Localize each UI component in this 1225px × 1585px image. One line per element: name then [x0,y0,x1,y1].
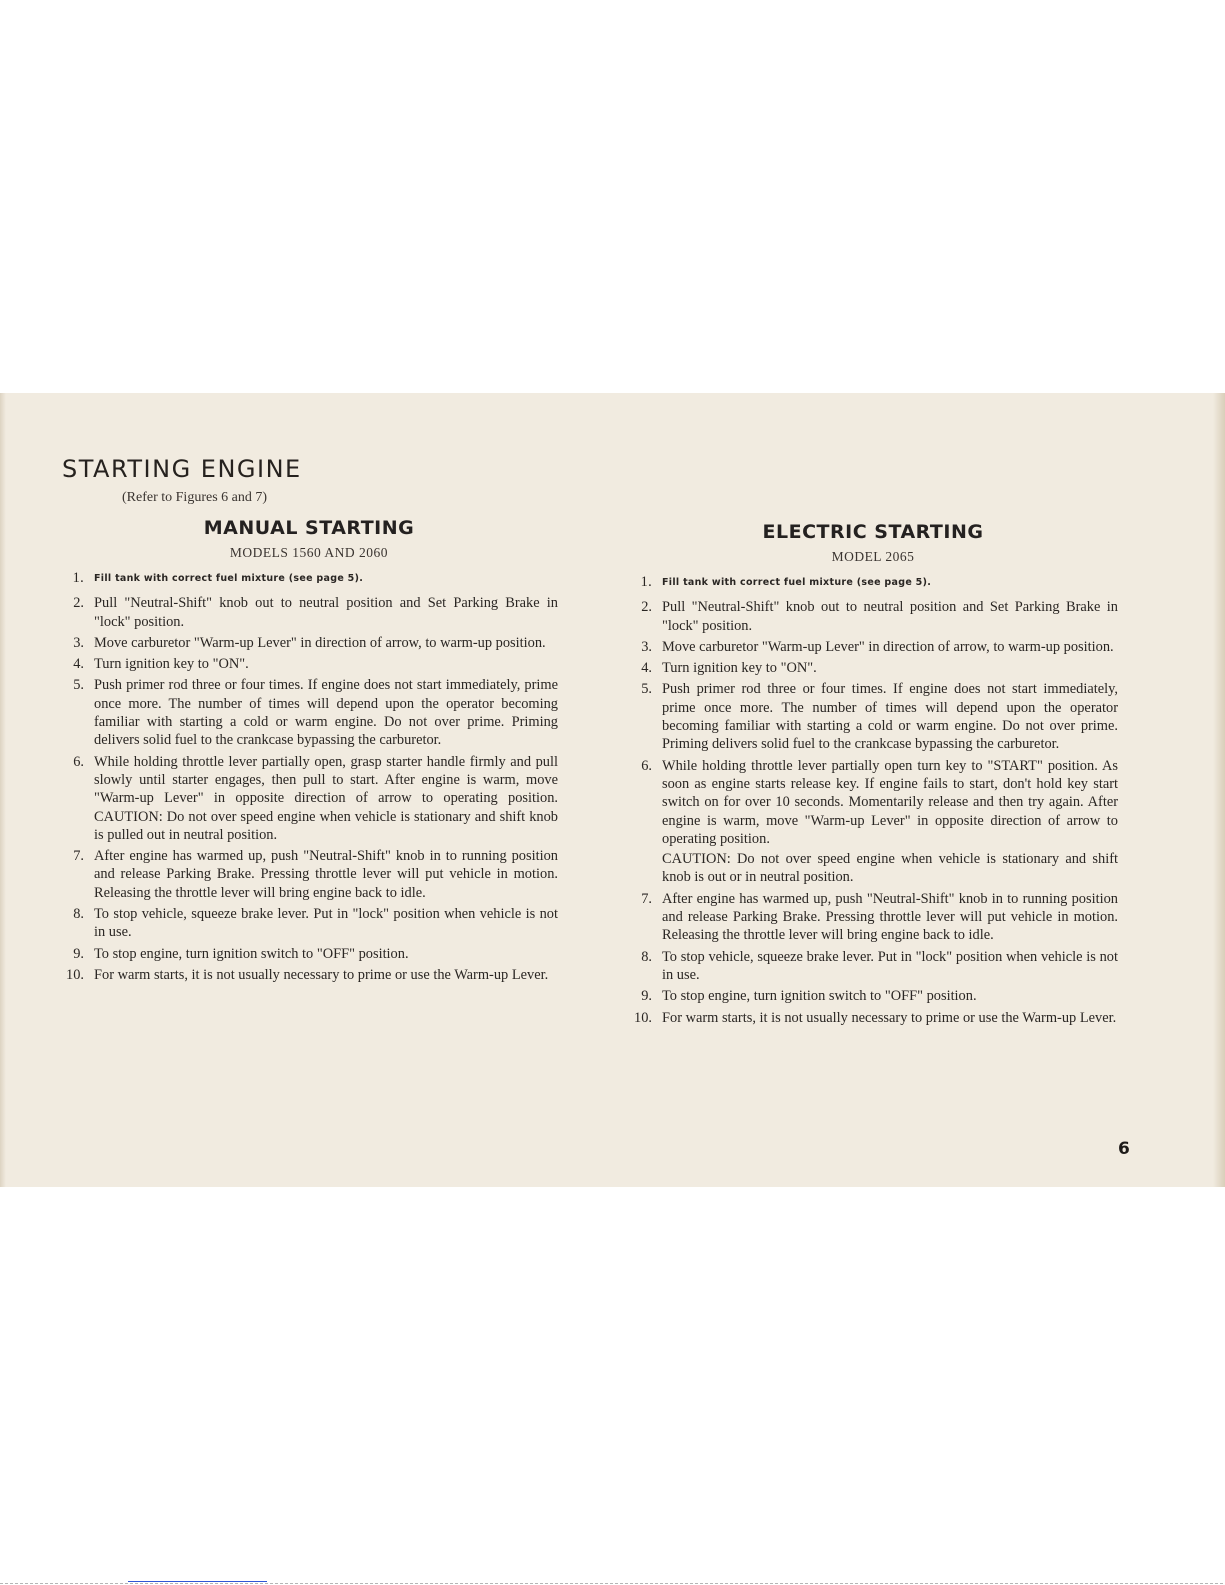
step-text: To stop vehicle, squeeze brake lever. Put in "lock" position when vehicle is not in use. [94,906,558,941]
step-text: Move carburetor "Warm-up Lever" in direction of arrow, to warm-up position. [662,638,1114,655]
electric-step-4 [628,659,1118,677]
step-number: 1. [72,570,84,586]
step-number: 3. [73,634,84,651]
step-number: 5. [73,677,84,694]
step-number: 5. [641,681,652,698]
step-number: 4. [73,656,84,673]
electric-step-5 [628,680,1118,753]
electric-step-6 [628,757,1118,887]
step-text: Pull "Neutral-Shift" knob out to neutral position and Set Parking Brake in "lock" position. [94,595,558,630]
step-text: While holding throttle lever partially open turn key to "START" position. As soon as engine starts release key. If engine fails to start, don't hold key start switch on for over 10 seconds. Momentarily release and then try again. After engine is warm, move "Warm-up Lever" in opposite direction of arrow to operating position. [662,757,1118,847]
manual-step-9 [60,945,558,963]
step-text: After engine has warmed up, push "Neutral-Shift" knob in to running position and release Parking Brake. Pressing throttle lever will put vehicle in motion. Releasing the throttle lever will bring engine back to idle. [662,890,1118,944]
step-number: 8. [641,948,652,965]
manual-models-label: MODELS 1560 AND 2060 [229,545,389,560]
step-number: 9. [641,988,652,1005]
manual-steps-list [60,569,558,984]
step-text: To stop vehicle, squeeze brake lever. Put in "lock" position when vehicle is not in use. [662,948,1118,983]
manual-page [0,393,1225,1187]
manual-starting-heading: MANUAL STARTING [203,517,415,539]
electric-steps-list [628,573,1118,1027]
link-underline [128,1581,267,1582]
manual-step-8 [60,905,558,942]
step-number: 1. [640,574,652,590]
step-text: Push primer rod three or four times. If engine does not start immediately, prime once more. The number of times will depend upon the operator becoming familiar with starting a cold or warm engine. Do not over prime. Priming delivers solid fuel to the crankcase bypassing the carburetor. [94,677,558,749]
step-number: 4. [641,660,652,677]
step-text: For warm starts, it is not usually necessary to prime or use the Warm-up Lever. [662,1009,1117,1026]
step-number: 10. [634,1009,652,1026]
step-number: 3. [641,638,652,655]
electric-step-2 [628,598,1118,635]
electric-step-7 [628,890,1118,945]
step-number: 7. [641,890,652,907]
manual-step-4 [60,655,558,673]
manual-step-10 [60,966,558,984]
step-text: To stop engine, turn ignition switch to "OFF" position. [94,945,409,962]
manual-starting-section [60,517,558,987]
step-number: 2. [641,599,652,616]
electric-step-3 [628,638,1118,656]
refer-note: (Refer to Figures 6 and 7) [122,490,268,505]
electric-starting-section [628,517,1118,1030]
step-text: For warm starts, it is not usually necessary to prime or use the Warm-up Lever. [94,966,549,983]
electric-step-10 [628,1009,1118,1027]
manual-step-2 [60,594,558,631]
step-number: 10. [66,966,84,983]
step-text: After engine has warmed up, push "Neutral-Shift" knob in to running position and release Parking Brake. Pressing throttle lever will put vehicle in motion. Releasing the throttle lever will bring engine back to idle. [94,848,558,901]
step-text: Pull "Neutral-Shift" knob out to neutral position and Set Parking Brake in "lock" position. [662,599,1118,634]
page-edge [1213,393,1225,1187]
step-text: Fill tank with correct fuel mixture (see page 5). [94,573,364,584]
step-text: Fill tank with correct fuel mixture (see page 5). [662,577,932,588]
electric-step-1 [628,573,1118,592]
electric-starting-heading: ELECTRIC STARTING [762,521,984,543]
scan-border-line [0,1583,1225,1584]
step-number: 6. [73,753,84,770]
manual-step-5 [60,676,558,749]
step-number: 9. [73,945,84,962]
step-number: 2. [73,595,84,612]
page-shadow [0,393,6,1187]
manual-step-1 [60,569,558,588]
manual-step-3 [60,634,558,652]
step-text: Turn ignition key to "ON". [662,660,817,677]
step-number: 7. [73,848,84,865]
step-text: Push primer rod three or four times. If engine does not start immediately, prime once more. The number of times will depend upon the operator becoming familiar with starting a cold or warm engine. Do not over prime. Priming delivers solid fuel to the crankcase bypassing the carburetor. [662,681,1118,753]
step-text: Move carburetor "Warm-up Lever" in direction of arrow, to warm-up position. [94,634,546,651]
step-text: Turn ignition key to "ON". [94,656,249,673]
electric-step-8 [628,948,1118,985]
manual-step-7 [60,847,558,902]
manual-step-6 [60,753,558,844]
step-text: While holding throttle lever partially open, grasp starter handle firmly and pull slowly until starter engages, then pull to start. After engine is warm, move "Warm-up Lever" in opposite direction of arrow to operating position. CAUTION: Do not over speed engine when vehicle is stationary and shift knob is pulled out in neutral position. [94,753,558,843]
step-text: To stop engine, turn ignition switch to "OFF" position. [662,988,977,1005]
step-number: 8. [73,906,84,923]
step-number: 6. [641,757,652,774]
page-title: STARTING ENGINE [62,455,302,483]
page-number: 6 [1118,1139,1130,1159]
electric-step-9 [628,987,1118,1005]
electric-model-label: MODEL 2065 [831,549,915,564]
caution-note: CAUTION: Do not over speed engine when vehicle is stationary and shift knob is out or in neutral position. [662,851,1118,886]
